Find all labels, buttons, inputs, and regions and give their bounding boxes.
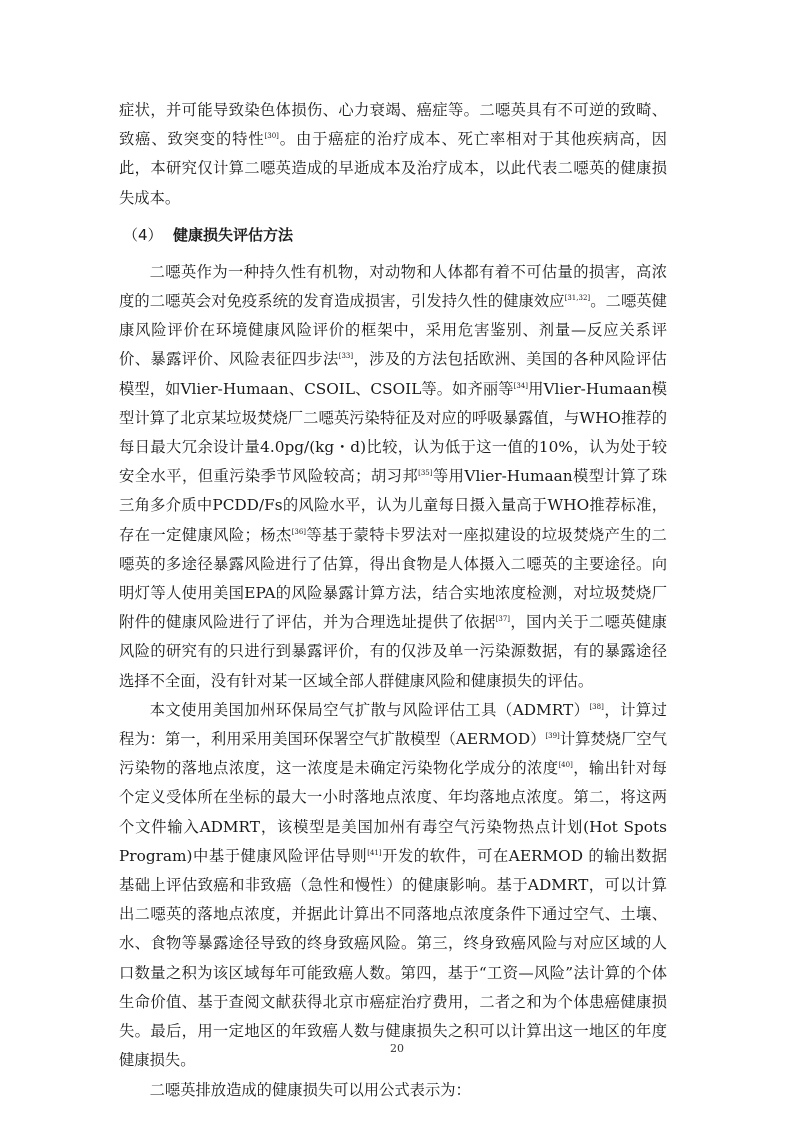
citation: [33] xyxy=(338,352,354,361)
text-run: 等用Vlier-Humaan模型计算了珠三角多介质中PCDD/Fs的风险水平，认为儿童每日摄入量高于WHO推荐标准，存在一定健康风险；杨杰 xyxy=(119,467,667,544)
paragraph-method xyxy=(119,696,667,1076)
paragraph-symptoms xyxy=(119,96,667,213)
citation: [30] xyxy=(264,132,279,141)
citation: [39] xyxy=(545,732,560,741)
citation: [36] xyxy=(291,527,307,536)
text-run: 计算焚烧厂空气污染物的落地点浓度，这一浓度是未确定污染物化学成分的浓度 xyxy=(119,730,667,778)
paragraph-formula-intro: 二噁英排放造成的健康损失可以用公式表示为： xyxy=(149,1080,471,1099)
text-run: ，涉及的方法包括欧洲、美国的各种风险评估模型，如Vlier-Humaan、CSOIL、CSOIL等。如齐丽等 xyxy=(119,350,667,398)
text-run: 本文使用美国加州环保局空气扩散与风险评估工具（ADMRT） xyxy=(149,700,590,719)
citation: [37] xyxy=(495,615,511,624)
citation: [40] xyxy=(558,761,573,770)
text-run: 二噁英作为一种持久性有机物，对动物和人体都有着不可估量的损害，高浓度的二噁英会对免疫系统的发育造成损害，引发持久性的健康效应 xyxy=(119,262,667,311)
citation: [31,32] xyxy=(564,294,591,303)
page-number: 20 xyxy=(390,1042,404,1055)
text-run: ，国内关于二噁英健康风险的研究有的只进行到暴露评价，有的仅涉及单一污染源数据，有的暴露途径选择不全面，没有针对某一区域全部人群健康风险和健康损失的评估。 xyxy=(119,613,667,690)
text-run: 开发的软件，可在AERMOD 的输出数据基础上评估致癌和非致癌（急性和慢性）的健康影响。基于ADMRT，可以计算出二噁英的落地点浓度，并据此计算出不同落地点浓度条件下通过空气、土壤、水、食物等暴露途径导致的终身致癌风险。第三，终身致癌风险与对应区域的人口数量之积为该区域每年可能致癌人数。第四，基于“工资—风险”法计算的个体生命价值、基于查阅文献获得北京市癌症治疗费用，二者之和为个体患癌健康损失。最后，用一定地区的年致癌人数与健康损失之积可以计算出这一地区的年度健康损失。 xyxy=(119,846,668,1070)
page-body xyxy=(119,96,667,1105)
text-run: 症状，并可能导致染色体损伤、心力衰竭、癌症等。二噁英具有不可逆的致畸、致癌、致突变的特性 xyxy=(119,101,667,149)
citation: [35] xyxy=(418,469,433,478)
text-run: 等基于蒙特卡罗法对一座拟建设的垃圾焚烧产生的二噁英的多途径暴露风险进行了估算，得出食物是人体摄入二噁英的主要途径。向明灯等人使用美国EPA的风险暴露计算方法，结合实地浓度检测，对垃圾焚烧厂附件的健康风险进行了评估，并为合理选址提供了依据 xyxy=(119,525,667,632)
citation: [34] xyxy=(513,381,529,390)
text-run: ，输出针对每个定义受体所在坐标的最大一小时落地点浓度、年均落地点浓度。第二，将这两个文件输入ADMRT，该模型是美国加州有毒空气污染物热点计划(Hot Spots Program)中基于健康风险评估导则 xyxy=(119,759,667,865)
paragraph-literature-review xyxy=(119,258,667,696)
section-title: 健康损失评估方法 xyxy=(173,225,294,244)
text-run: 。二噁英健康风险评价在环境健康风险评价的框架中，采用危害鉴别、剂量—反应关系评价、暴露评价、风险表征四步法 xyxy=(119,292,667,369)
citation: [41] xyxy=(367,848,382,857)
text-run: ，计算过程为：第一，利用采用美国环保署空气扩散模型（AERMOD） xyxy=(119,700,667,749)
section-heading xyxy=(123,221,667,250)
text-run: 。由于癌症的治疗成本、死亡率相对于其他疾病高，因此，本研究仅计算二噁英造成的早逝成本及治疗成本，以此代表二噁英的健康损失成本。 xyxy=(119,130,667,207)
text-run: 用Vlier-Humaan模型计算了北京某垃圾焚烧厂二噁英污染特征及对应的呼吸暴露值，与WHO推荐的每日最大冗余设计量4.0pg/(kg・d)比较，认为低于这一值的10%，认为处于较安全水平，但重污染季节风险较高；胡习邦 xyxy=(119,379,667,486)
citation: [38] xyxy=(589,702,604,711)
section-number: （4） xyxy=(123,225,163,244)
